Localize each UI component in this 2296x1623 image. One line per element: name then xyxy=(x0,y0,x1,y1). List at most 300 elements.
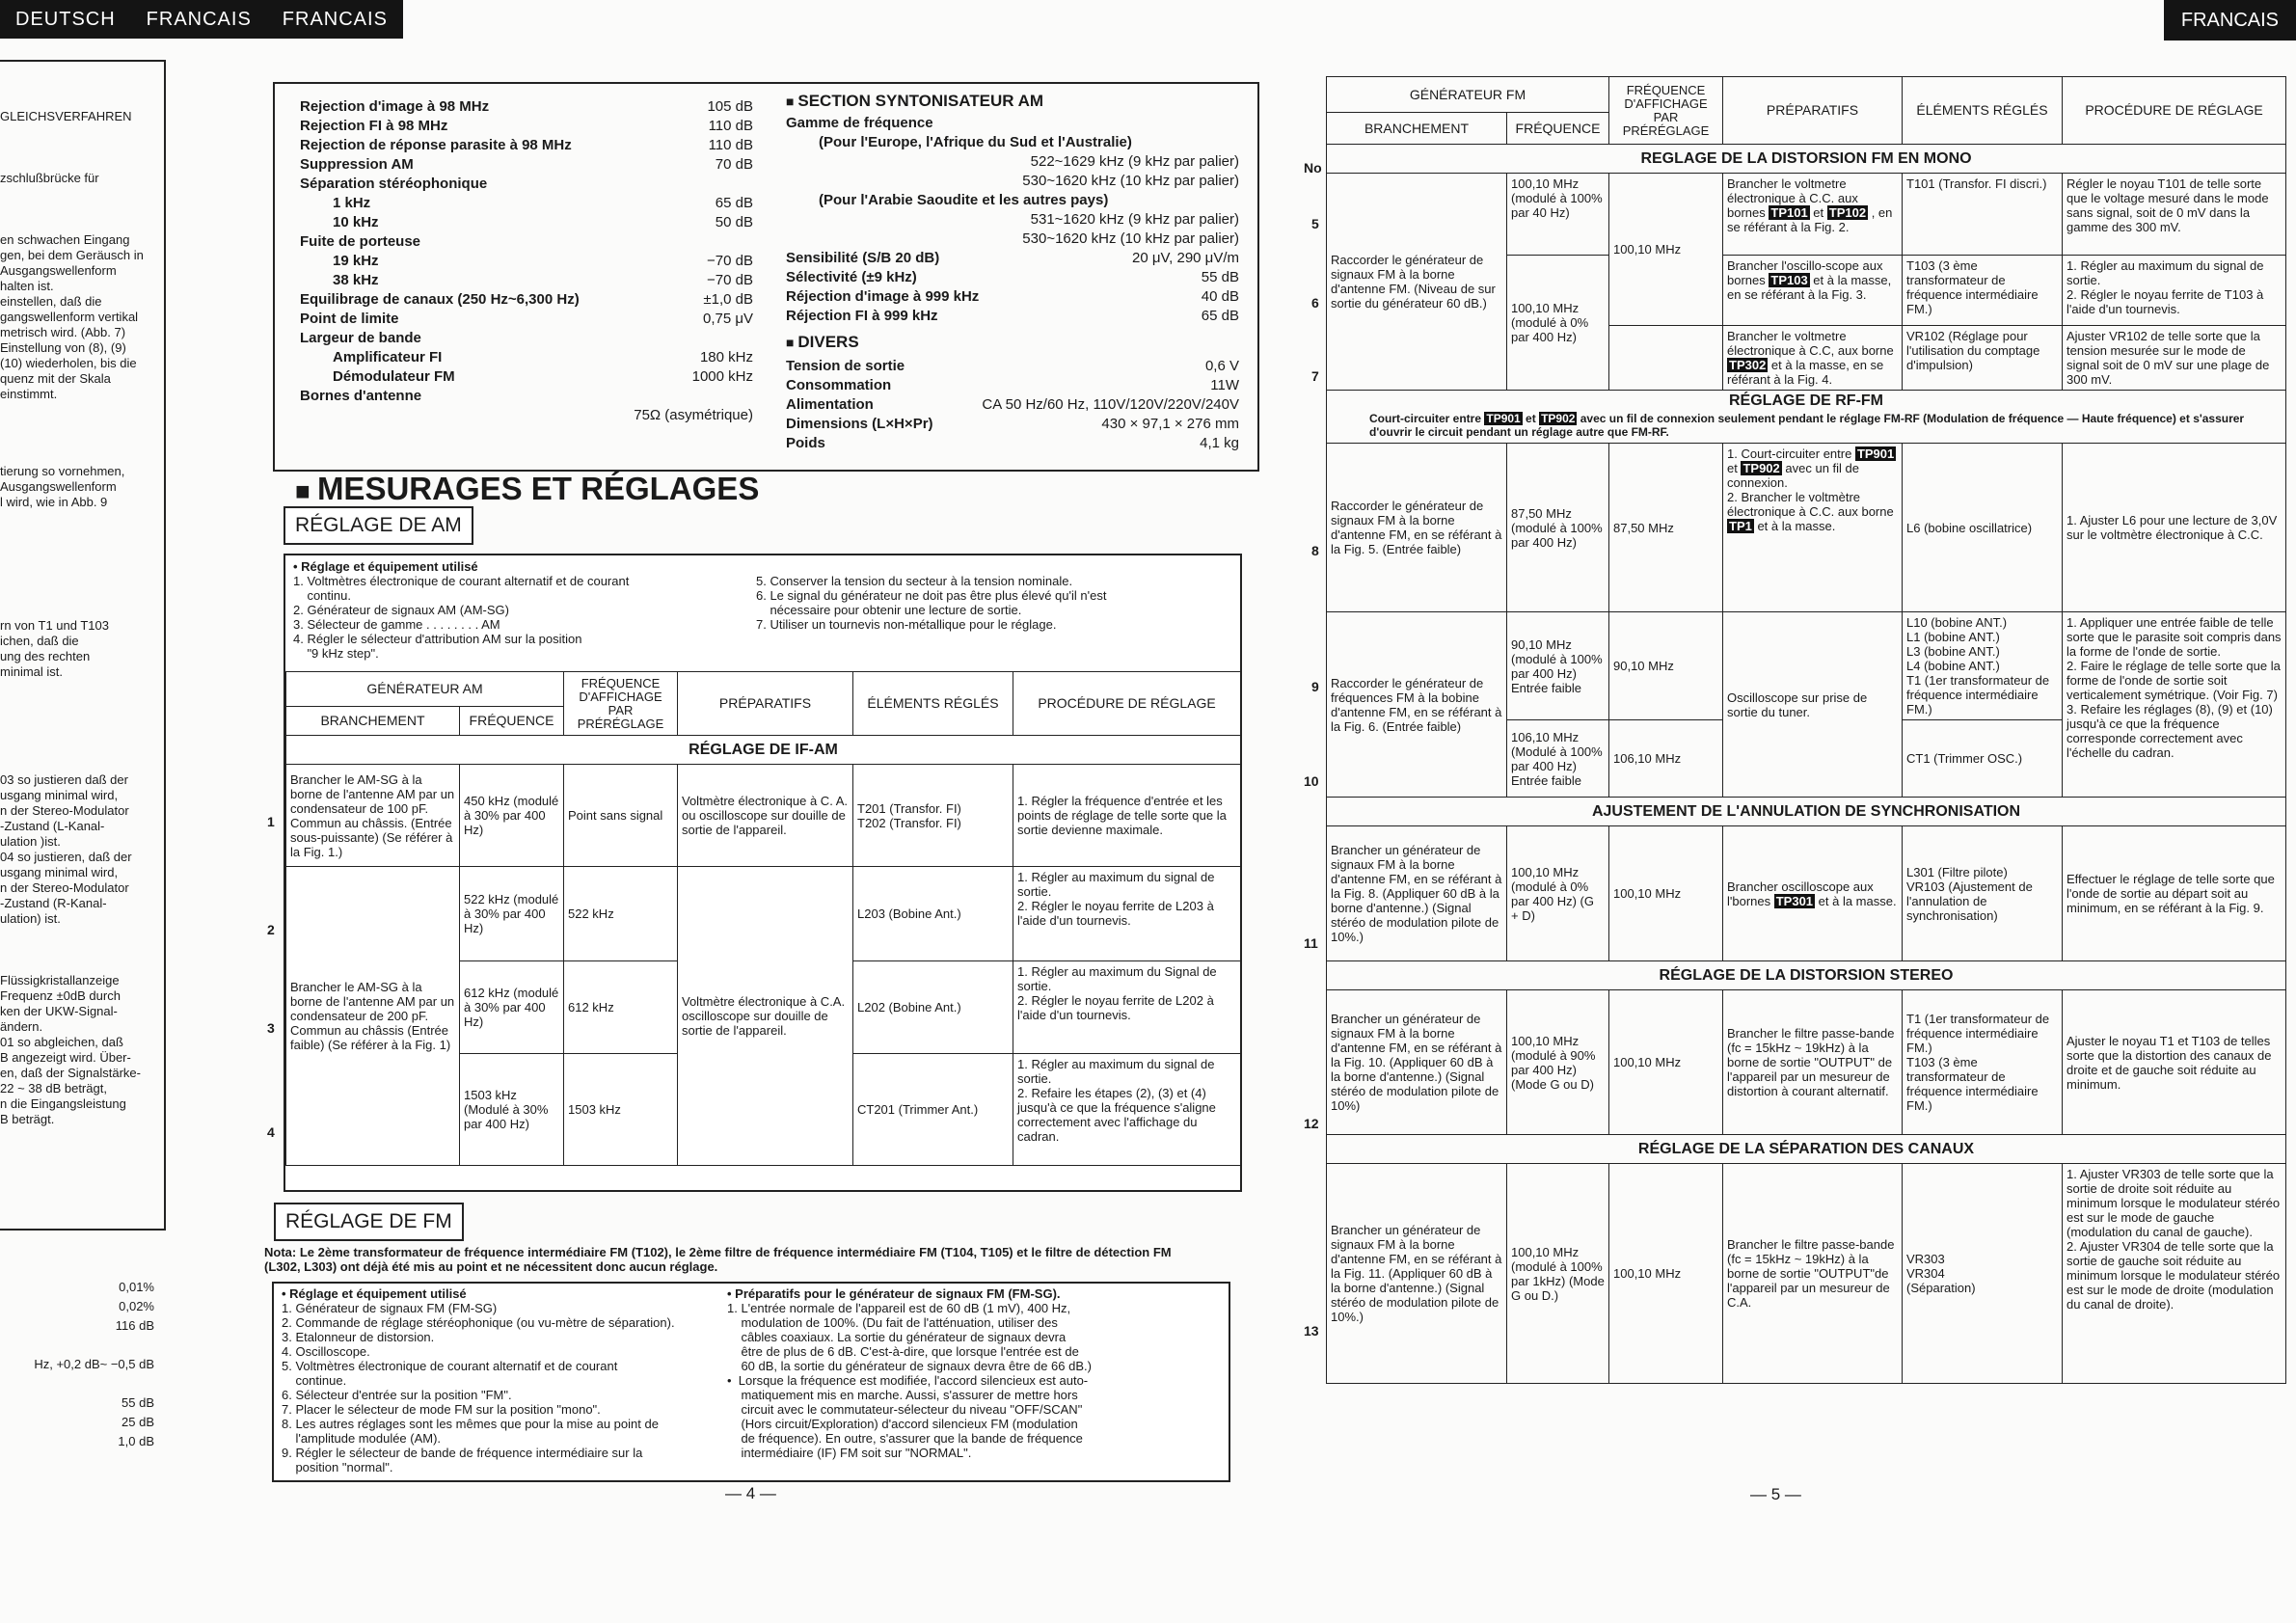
spec-label: Rejection d'image à 98 MHz xyxy=(300,98,490,115)
spec-row xyxy=(300,365,753,385)
spec-label: Largeur de bande xyxy=(300,330,421,346)
eu-range-1: 522~1629 kHz (9 kHz par palier) xyxy=(1030,153,1239,170)
spec-value: 105 dB xyxy=(707,98,753,115)
spec-row xyxy=(300,115,753,134)
am-r3-branch: Brancher le AM-SG à la borne de l'antenne AM par un condensateur de 200 pF. Commun au châssis (Entrée faible) (Se référer à la Fig. 1) xyxy=(286,867,460,1166)
am-equip-line: 5. Conserver la tension du secteur à la tension nominale. xyxy=(756,574,1073,588)
fragment-line xyxy=(0,695,160,711)
fm-r6-elem: T103 (3 ème transformateur de fréquence intermédiaire FM.) xyxy=(1903,256,2063,326)
fragment-line: einstellen, daß die xyxy=(0,294,102,309)
fm-r8-prep: 1. Court-circuiter entre TP901 et TP902 avec un fil de connexion. 2. Brancher le voltmètre électronique à C.C. aux borne TP1 et à la masse. xyxy=(1723,444,1903,612)
am-row-num-2: 2 xyxy=(267,922,275,937)
fm-r12-aff: 100,10 MHz xyxy=(1609,990,1723,1135)
gamme-label: Gamme de fréquence xyxy=(786,115,933,131)
spec-value: 110 dB xyxy=(708,118,753,134)
page-title: ■ MESURAGES ET RÉGLAGES xyxy=(295,471,760,506)
am-equip-line: nécessaire pour obtenir une lecture de sortie. xyxy=(756,603,1022,617)
fm-equip-line: 5. Voltmètres électronique de courant alternatif et de courant xyxy=(282,1359,618,1373)
spec-row xyxy=(300,308,753,327)
fragment-line: usgang minimal wird, xyxy=(0,865,119,879)
fm-equip-line: 4. Oscilloscope. xyxy=(282,1344,370,1359)
fm-r13-freq: 100,10 MHz (modulé à 100% par 1kHz) (Mode G ou D.) xyxy=(1507,1164,1609,1384)
fm-r11-proc: Effectuer le réglage de telle sorte que l'onde de sortie au départ soit au minimum, en se référant à la Fig. 9. xyxy=(2063,826,2286,961)
fm-r8-aff: 87,50 MHz xyxy=(1609,444,1723,612)
fragment-line xyxy=(0,742,160,757)
fm-r9-prep: Oscilloscope sur prise de sortie du tuner. xyxy=(1723,612,1903,798)
spec-label: Point de limite xyxy=(300,311,399,327)
spec-label: Sélectivité (±9 kHz) xyxy=(786,269,917,285)
fragment-line xyxy=(0,448,160,464)
fm-caption-stereo: RÉGLAGE DE LA DISTORSION STEREO xyxy=(1327,961,2286,990)
fm-prep-line: modulation de 100%. (Du fait de l'atténuation, utiliser des xyxy=(727,1315,1058,1330)
fm-r12-branch: Brancher un générateur de signaux FM à la borne d'antenne FM, en se référant à la Fig. 10. (Appliquer 60 dB à la borne d'antenne.) (Signal stéréo de modulation pilote de 10%) xyxy=(1327,990,1507,1135)
am-row-num-4: 4 xyxy=(267,1124,275,1140)
fragment-value: 0,02% xyxy=(119,1299,154,1313)
am-equip-line: 6. Le signal du générateur ne doit pas être plus élevé qu'il n'est xyxy=(756,588,1107,603)
fm-prep-line: (Hors circuit/Exploration) d'accord silencieux FM (modulation xyxy=(727,1417,1078,1431)
spec-row xyxy=(786,358,1239,377)
am-equip-line: continu. xyxy=(293,588,351,603)
am-r4-aff: 1503 kHz xyxy=(564,1054,678,1166)
fragment-line xyxy=(0,155,160,171)
fragment-line xyxy=(0,726,160,742)
spec-row xyxy=(786,396,1239,416)
spec-value: 0,75 μV xyxy=(702,311,753,327)
fragment-line xyxy=(0,680,160,695)
spec-label: Démodulateur FM xyxy=(333,368,455,385)
fm-r5-branch: Raccorder le générateur de signaux FM à la borne d'antenne FM. (Niveau de sur sortie du générateur 60 dB.) xyxy=(1327,174,1507,391)
fm-prep-line: intermédiaire (IF) FM soit sur "NORMAL". xyxy=(727,1446,972,1460)
spec-label: 38 kHz xyxy=(333,272,379,288)
fragment-line: ken der UKW-Signal- xyxy=(0,1004,118,1018)
fm-r7-aff-empty xyxy=(1609,326,1723,391)
eu-note: (Pour l'Europe, l'Afrique du Sud et l'Australie) xyxy=(819,134,1132,150)
fm-head-proc: PROCÉDURE DE RÉGLAGE xyxy=(2063,77,2286,145)
am-r1-branch: Brancher le AM-SG à la borne de l'antenne AM par un condensateur de 100 pF. Commun au châssis. (Entrée sous-puissante) (Se référer à la Fig. 1.) xyxy=(286,765,460,867)
fm-head-prep: PRÉPARATIFS xyxy=(1723,77,1903,145)
fm-r7-prep: Brancher le voltmetre électronique à C.C, aux borne TP302 et à la masse, en se référant à la Fig. 4. xyxy=(1723,326,1903,391)
am-r1-aff: Point sans signal xyxy=(564,765,678,867)
fm-equip-line: 3. Etalonneur de distorsion. xyxy=(282,1330,435,1344)
fm-caption-rf: RÉGLAGE DE RF-FM xyxy=(1729,392,1883,409)
sa-range-1: 531~1620 kHz (9 kHz par palier) xyxy=(1030,211,1239,228)
spec-row xyxy=(786,435,1239,454)
am-head-branch: BRANCHEMENT xyxy=(286,707,460,736)
spec-value: 70 dB xyxy=(715,156,753,173)
fm-r13-branch: Brancher un générateur de signaux FM à la borne d'antenne FM, en se référant à la Fig. 11. (Appliquer 60 dB à la borne d'antenne.) (Signal stéréo de modulation pilote de 10%.) xyxy=(1327,1164,1507,1384)
left-fragment-text xyxy=(0,109,160,1127)
fm-prep-line: 60 dB, la sortie du générateur de signaux devra être de 66 dB.) xyxy=(727,1359,1092,1373)
am-r1-proc: 1. Régler la fréquence d'entrée et les points de réglage de telle sorte que la sortie devienne maximale. xyxy=(1013,765,1241,867)
fm-prep-line: matiquement mis en marche. Aussi, s'assurer de mettre hors xyxy=(727,1388,1078,1402)
spec-row xyxy=(786,308,1239,327)
fm-equip-line: l'amplitude modulée (AM). xyxy=(282,1431,442,1446)
sa-range-2: 530~1620 kHz (10 kHz par palier) xyxy=(1022,230,1239,247)
spec-row xyxy=(786,288,1239,308)
fm-equip-line: 9. Régler le sélecteur de bande de fréquence intermédiaire sur la xyxy=(282,1446,643,1460)
fm-r8-proc: 1. Ajuster L6 pour une lecture de 3,0V sur le voltmètre électronique à C.C. xyxy=(2063,444,2286,612)
spec-value: 40 dB xyxy=(1201,288,1239,305)
am-head-proc: PROCÉDURE DE RÉGLAGE xyxy=(1013,672,1241,736)
am-equip-line: 7. Utiliser un tournevis non-métallique pour le réglage. xyxy=(756,617,1057,632)
fm-equip-line: position "normal". xyxy=(282,1460,393,1474)
am-r1-freq: 450 kHz (modulé à 30% par 400 Hz) xyxy=(460,765,564,867)
fm-r11-branch: Brancher un générateur de signaux FM à la borne d'antenne FM, en se référant à la Fig. 8. (Appliquer 60 dB à la borne d'antenne.) (Signal stéréo de modulation pilote de 10%.) xyxy=(1327,826,1507,961)
fragment-value: 116 dB xyxy=(115,1318,154,1333)
fm-adjust-table xyxy=(1326,76,2286,1384)
fragment-line: Einstellung von (8), (9) xyxy=(0,340,126,355)
am-adjust-table xyxy=(285,671,1241,1166)
spec-value: −70 dB xyxy=(707,253,753,269)
spec-value: 20 μV, 290 μV/m xyxy=(1132,250,1239,266)
am-equip-line: 3. Sélecteur de gamme . . . . . . . . AM xyxy=(293,617,500,632)
fm-r6-freq: 100,10 MHz (modulé à 0% par 400 Hz) xyxy=(1507,256,1609,391)
spec-value: CA 50 Hz/60 Hz, 110V/120V/220V/240V xyxy=(982,396,1239,413)
spec-value: 4,1 kg xyxy=(1200,435,1239,451)
divers-title: DIVERS xyxy=(797,333,859,351)
fm-r5-proc: Régler le noyau T101 de telle sorte que le voltage mesuré dans le mode sans signal, soit de 0 mV dans la gamme des 300 mV. xyxy=(2063,174,2286,256)
am-r2-freq: 522 kHz (modulé à 30% par 400 Hz) xyxy=(460,867,564,961)
fm-equip-line: 8. Les autres réglages sont les mêmes que pour la mise au point de xyxy=(282,1417,659,1431)
fragment-line xyxy=(0,418,160,433)
fm-r9-aff: 90,10 MHz xyxy=(1609,612,1723,720)
spec-value: 0,6 V xyxy=(1204,358,1239,374)
spec-label: Réjection d'image à 999 kHz xyxy=(786,288,980,305)
spec-label: Rejection FI à 98 MHz xyxy=(300,118,448,134)
am-r4-freq: 1503 kHz (Modulé à 30% par 400 Hz) xyxy=(460,1054,564,1166)
am-equip-line: "9 kHz step". xyxy=(293,646,379,661)
fragment-line xyxy=(0,510,160,526)
fm-r11-aff: 100,10 MHz xyxy=(1609,826,1723,961)
fragment-line: 03 so justieren daß der xyxy=(0,772,128,787)
fragment-line xyxy=(0,927,160,942)
fragment-line xyxy=(0,757,160,772)
fm-r5-elem: T101 (Transfor. FI discri.) xyxy=(1903,174,2063,256)
fragment-line: einstimmt. xyxy=(0,387,58,401)
fm-head-branch: BRANCHEMENT xyxy=(1327,113,1507,145)
am-r2-aff: 522 kHz xyxy=(564,867,678,961)
am-row-num-3: 3 xyxy=(267,1020,275,1036)
fragment-line: metrisch wird. (Abb. 7) xyxy=(0,325,126,339)
fm-r13-aff: 100,10 MHz xyxy=(1609,1164,1723,1384)
spec-row xyxy=(300,95,753,115)
spec-value: 75Ω (asymétrique) xyxy=(634,407,753,423)
fm-equip-line: 1. Générateur de signaux FM (FM-SG) xyxy=(282,1301,498,1315)
fragment-line xyxy=(0,587,160,603)
am-equip-line: 2. Générateur de signaux AM (AM-SG) xyxy=(293,603,509,617)
spec-row xyxy=(786,416,1239,435)
tab-francais-right[interactable]: FRANCAIS xyxy=(2164,0,2296,41)
fragment-line xyxy=(0,217,160,232)
am-adjust-box: • Réglage et équipement utilisé 1. Voltmètres électronique de courant alternatif et de courant continu. 2. Générateur de signaux AM (AM-SG) 3. Sélecteur de gamme . . . . . . . . AM 4. Régler le sélecteur d'attribution AM sur la position "9 kHz step". 5. Conserver la tension du secteur à la tension nominale. 6. Le signal du générateur ne doit pas être plus élevé qu'il n'est nécessaire pour obtenir une lecture de sortie. 7. Utiliser un tournevis non-métallique pour le réglage. GÉNÉRATEUR AM FRÉQUENCE D'AFFICHAGE PAR PRÉRÉGLAGE PRÉPARATIFS ÉLÉMENTS RÉGLÉS PROCÉDURE DE RÉGLAGE BRANCHEMENT FRÉQUENCE RÉGLAGE DE IF-AM Brancher le AM-SG à la borne de l'antenne AM par un condensateur de 100 pF. Commun au châssis. (Entrée sous-puissante) (Se référer à la Fig. 1.) 450 kHz (modulé à 30% par 400 Hz) Point sans signal Voltmètre électronique à C. A. ou oscilloscope sur douille de sortie de l'appareil. T201 (Transfor. FI) T202 (Transfor. FI) 1. Régler la fréquence d'entrée et les points de réglage de telle sorte que la sortie devienne maximale. Brancher le AM-SG à la borne de l'antenne AM par un condensateur de 200 pF. Commun au châssis (Entrée faible) (Se référer à la Fig. 1) 522 kHz (modulé à 30% par 400 Hz) 522 kHz Voltmètre électronique à C.A. oscilloscope sur douille de sortie de l'appareil. L203 (Bobine Ant.) 1. Régler au maximum du signal de sortie. 2. Régler le noyau ferrite de L203 à l'aide d'un tournevis. 612 kHz (modulé à 30% par 400 Hz) 612 kHz L202 (Bobine Ant.) 1. Régler au maximum du Signal de sortie. 2. Régler le noyau ferrite de L202 à l'aide d'un tournevis. 1503 kHz (Modulé à 30% par 400 Hz) 1503 kHz CT201 (Trimmer Ant.) 1. Régler au maximum du signal de sortie. 2. Refaire les étapes (2), (3) et (4) jusqu'à ce que la fréquence s'aligne correctement avec l'affichage du cadran. xyxy=(284,554,1242,1192)
fragment-line: zschlußbrücke für xyxy=(0,171,99,185)
fragment-line: usgang minimal wird, xyxy=(0,788,119,802)
fm-row-num-12: 12 xyxy=(1304,1116,1319,1131)
fm-caption-mono: REGLAGE DE LA DISTORSION FM EN MONO xyxy=(1327,145,2286,174)
fragment-line xyxy=(0,124,160,140)
tab-francais[interactable]: FRANCAIS xyxy=(146,9,252,30)
spec-row xyxy=(786,269,1239,288)
fm-r10-freq: 106,10 MHz (Modulé à 100% par 400 Hz) Entrée faible xyxy=(1507,720,1609,798)
fm-r12-elem: T1 (1er transformateur de fréquence intermédiaire FM.) T103 (3 ème transformateur de fréquence intermédiaire FM.) xyxy=(1903,990,2063,1135)
spec-value: ±1,0 dB xyxy=(703,291,753,308)
fragment-value xyxy=(0,1336,154,1355)
fm-r7-proc: Ajuster VR102 de telle sorte que la tension mesurée sur le mode de signal soit de 0 mV sur une plage de 300 mV. xyxy=(2063,326,2286,391)
am-equip-title: Réglage et équipement utilisé xyxy=(301,559,478,574)
fragment-line xyxy=(0,556,160,572)
fm-prep-line: de fréquence). En outre, s'assurer que la bande de fréquence xyxy=(727,1431,1083,1446)
am-r4-elem: CT201 (Trimmer Ant.) xyxy=(853,1054,1013,1166)
am-head-prep: PRÉPARATIFS xyxy=(678,672,853,736)
fm-r11-freq: 100,10 MHz (modulé à 0% par 400 Hz) (G + D) xyxy=(1507,826,1609,961)
am-row-num-1: 1 xyxy=(267,814,275,829)
fragment-line xyxy=(0,572,160,587)
spec-row xyxy=(300,288,753,308)
fragment-line xyxy=(0,958,160,973)
fragment-line: Ausgangswellenform xyxy=(0,479,117,494)
am-r1-prep: Voltmètre électronique à C. A. ou oscilloscope sur douille de sortie de l'appareil. xyxy=(678,765,853,867)
fragment-line: B beträgt. xyxy=(0,1112,55,1126)
fragment-line: gangswellenform vertikal xyxy=(0,310,139,324)
fm-r10-elem: CT1 (Trimmer OSC.) xyxy=(1903,720,2063,798)
fm-r9-branch: Raccorder le générateur de fréquences FM à la bobine d'antenne FM, en se référant à la Fig. 6. (Entrée faible) xyxy=(1327,612,1507,798)
fm-equip-line: 2. Commande de réglage stéréophonique (ou vu-mètre de séparation). xyxy=(282,1315,675,1330)
fm-r12-freq: 100,10 MHz (modulé à 90% par 400 Hz) (Mode G ou D) xyxy=(1507,990,1609,1135)
fm-head-freq: FRÉQUENCE xyxy=(1507,113,1609,145)
spec-label: Alimentation xyxy=(786,396,874,413)
am-caption: RÉGLAGE DE IF-AM xyxy=(286,736,1241,765)
language-tabs xyxy=(0,0,403,39)
fragment-value xyxy=(0,1374,154,1393)
fm-r12-proc: Ajuster le noyau T1 et T103 de telles sorte que la distortion des canaux de droite et de gauche soit réduite au minimum. xyxy=(2063,990,2286,1135)
fragment-line: B angezeigt wird. Über- xyxy=(0,1050,131,1065)
spec-value: −70 dB xyxy=(707,272,753,288)
fragment-line: n der Stereo-Modulator xyxy=(0,880,129,895)
sa-note: (Pour l'Arabie Saoudite et les autres pays) xyxy=(819,192,1109,208)
fm-row-num-10: 10 xyxy=(1304,773,1319,789)
fragment-line: 22 ~ 38 dB beträgt, xyxy=(0,1081,107,1096)
spec-row xyxy=(786,250,1239,269)
am-r3-prep: Voltmètre électronique à C.A. oscilloscope sur douille de sortie de l'appareil. xyxy=(678,867,853,1166)
spec-row xyxy=(300,385,753,404)
fm-equip-line: continue. xyxy=(282,1373,347,1388)
am-r2-proc: 1. Régler au maximum du signal de sortie. 2. Régler le noyau ferrite de L203 à l'aide d'un tournevis. xyxy=(1013,867,1241,961)
spec-label: Consommation xyxy=(786,377,892,393)
fragment-line: en schwachen Eingang xyxy=(0,232,130,247)
fragment-line: l wird, wie in Abb. 9 xyxy=(0,495,108,509)
fm-r9-proc: 1. Appliquer une entrée faible de telle sorte que le parasite soit compris dans la forme de l'onde de sortie. 2. Faire le réglage de telle sorte que la forme de l'onde de sortie soit verticalement symétrique. (Voir Fig. 7) 3. Refaire les réglages (8), (9) et (10) jusqu'à ce que la fréquence corresponde correctement avec l'échelle du cadran. xyxy=(2063,612,2286,798)
fragment-value: Hz, +0,2 dB~ −0,5 dB xyxy=(34,1357,154,1371)
fm-row-num-6: 6 xyxy=(1311,295,1319,311)
spec-label: Suppression AM xyxy=(300,156,414,173)
spec-row xyxy=(300,134,753,153)
specifications-box xyxy=(273,82,1259,472)
fragment-line xyxy=(0,140,160,155)
fm-r5-aff: 100,10 MHz xyxy=(1609,174,1723,326)
spec-value: 110 dB xyxy=(708,137,753,153)
spec-label: 10 kHz xyxy=(333,214,379,230)
fm-r12-prep: Brancher le filtre passe-bande (fc = 15kHz ~ 19kHz) à la borne de sortie "OUTPUT" de l'appareil par un mesureur de distortion à courant alternatif. xyxy=(1723,990,1903,1135)
specs-right: ■ SECTION SYNTONISATEUR AM Gamme de fréquence (Pour l'Europe, l'Afrique du Sud et l'Australie) 522~1629 kHz (9 kHz par palier) 530~1620 kHz (10 kHz par palier) (Pour l'Arabie Saoudite et les autres pays) 531~1620 kHz (9 kHz par palier) 530~1620 kHz (10 kHz par palier) Sensibilité (S/B 20 dB) 20 μV, 290 μV/m Sélectivité (±9 kHz) 55 dB Réjection d'image à 999 kHz 40 dB Réjection FI à 999 kHz 65 dB ■ DIVERS Tension de sortie 0,6 V Consommation 11W Alimentation CA 50 Hz/60 Hz, 110V/120V/220V/240V Dimensions (L×H×Pr) 430 × 97,1 × 276 mm Poids 4,1 kg xyxy=(786,92,1239,454)
fm-prep-title: Préparatifs pour le générateur de signaux FM (FM-SG). xyxy=(735,1286,1061,1301)
spec-row xyxy=(300,404,753,423)
spec-label: Amplificateur FI xyxy=(333,349,443,365)
fm-head-aff: FRÉQUENCE D'AFFICHAGE PAR PRÉRÉGLAGE xyxy=(1609,77,1723,145)
spec-label: Bornes d'antenne xyxy=(300,388,422,404)
spec-row xyxy=(300,153,753,173)
am-head-aff: FRÉQUENCE D'AFFICHAGE PAR PRÉRÉGLAGE xyxy=(564,672,678,736)
fm-r9-elem: L10 (bobine ANT.) L1 (bobine ANT.) L3 (bobine ANT.) L4 (bobine ANT.) T1 (1er transformateur de fréquence intermédiaire FM.) xyxy=(1903,612,2063,720)
fm-r8-elem: L6 (bobine oscillatrice) xyxy=(1903,444,2063,612)
fragment-value: 55 dB xyxy=(122,1395,154,1410)
fm-r9-freq: 90,10 MHz (modulé à 100% par 400 Hz) Entrée faible xyxy=(1507,612,1609,720)
tab-deutsch[interactable]: DEUTSCH xyxy=(15,9,116,30)
fragment-line: Ausgangswellenform xyxy=(0,263,117,278)
spec-label: Dimensions (L×H×Pr) xyxy=(786,416,933,432)
spec-label: Réjection FI à 999 kHz xyxy=(786,308,938,324)
am-r3-aff: 612 kHz xyxy=(564,961,678,1054)
am-r3-elem: L202 (Bobine Ant.) xyxy=(853,961,1013,1054)
fm-r5-freq: 100,10 MHz (modulé à 100% par 40 Hz) xyxy=(1507,174,1609,256)
fragment-line: -Zustand (R-Kanal- xyxy=(0,896,107,910)
spec-row xyxy=(300,269,753,288)
fragment-line xyxy=(0,402,160,418)
fm-equip-box: • Réglage et équipement utilisé 1. Générateur de signaux FM (FM-SG) 2. Commande de réglage stéréophonique (ou vu-mètre de séparation). 3. Etalonneur de distorsion. 4. Oscilloscope. 5. Voltmètres électronique de courant alternatif et de courant continue. 6. Sélecteur d'entrée sur la position "FM". 7. Placer le sélecteur de mode FM sur la position "mono". 8. Les autres réglages sont les mêmes que pour la mise au point de l'amplitude modulée (AM). 9. Régler le sélecteur de bande de fréquence intermédiaire sur la position "normal". • Préparatifs pour le générateur de signaux FM (FM-SG). 1. L'entrée normale de l'appareil est de 60 dB (1 mV), 400 Hz, modulation de 100%. (Du fait de l'atténuation, utiliser des câbles coaxiaux. La sortie du générateur de signaux devra être de plus de 6 dB. C'est-à-dire, que lorsque l'entrée est de 60 dB, la sortie du générateur de signaux devra être de 66 dB.) • Lorsque la fréquence est modifiée, l'accord silencieux est auto- matiquement mis en marche. Aussi, s'assurer de mettre hors circuit avec le commutateur-sélecteur du niveau "OFF/SCAN" (Hors circuit/Exploration) d'accord silencieux FM (modulation de fréquence). En outre, s'assurer que la bande de fréquence intermédiaire (IF) FM soit sur "NORMAL". xyxy=(272,1282,1230,1482)
fragment-line: ändern. xyxy=(0,1019,43,1034)
fm-r5-prep: Brancher le voltmetre électronique à C.C. aux bornes TP101 et TP102 , en se référant à la Fig. 2. xyxy=(1723,174,1903,256)
fragment-line xyxy=(0,942,160,958)
am-r1-elem: T201 (Transfor. FI) T202 (Transfor. FI) xyxy=(853,765,1013,867)
fm-nota: Nota: Le 2ème transformateur de fréquence intermédiaire FM (T102), le 2ème filtre de fréquence intermédiaire FM (T104, T105) et le filtre de détection FM (L302, L303) ont déjà été mis au point et ne nécessitent donc aucun réglage. xyxy=(264,1245,1172,1274)
fm-row-num-8: 8 xyxy=(1311,543,1319,558)
fragment-line: minimal ist. xyxy=(0,664,64,679)
fm-row-num-9: 9 xyxy=(1311,679,1319,694)
spec-row xyxy=(300,230,753,250)
spec-value: 11W xyxy=(1210,377,1239,393)
fm-rf-note: Court-circuiter entre TP901 et TP902 avec un fil de connexion seulement pendant le réglage FM-RF (Modulation de fréquence — Haute fréquence) et s'assurer d'ouvrir le circuit pendant un réglage autre que FM-RF. xyxy=(1369,412,2245,439)
left-fragment-values xyxy=(0,1278,154,1451)
fragment-line: n der Stereo-Modulator xyxy=(0,803,129,818)
am-head-elem: ÉLÉMENTS RÉGLÉS xyxy=(853,672,1013,736)
spec-label: Tension de sortie xyxy=(786,358,905,374)
fragment-line: halten ist. xyxy=(0,279,54,293)
fm-prep-line: 1. L'entrée normale de l'appareil est de 60 dB (1 mV), 400 Hz, xyxy=(727,1301,1071,1315)
fragment-line: ulation) ist. xyxy=(0,911,61,926)
page-number-right: — 5 — xyxy=(1750,1485,1801,1503)
fragment-line xyxy=(0,603,160,618)
fm-r6-proc: 1. Régler au maximum du signal de sortie. 2. Régler le noyau ferrite de T103 à l'aide d'un tournevis. xyxy=(2063,256,2286,326)
spec-row xyxy=(300,211,753,230)
fragment-line: 01 so abgleichen, daß xyxy=(0,1035,123,1049)
fm-r10-aff: 106,10 MHz xyxy=(1609,720,1723,798)
spec-label: Sensibilité (S/B 20 dB) xyxy=(786,250,940,266)
page-number-left: — 4 — xyxy=(725,1484,776,1502)
fragment-value: 1,0 dB xyxy=(118,1434,154,1448)
fragment-line: n die Eingangsleistung xyxy=(0,1096,126,1111)
spec-row xyxy=(300,192,753,211)
fm-prep-line: circuit avec le commutateur-sélecteur du niveau "OFF/SCAN" xyxy=(727,1402,1083,1417)
am-section-label: RÉGLAGE DE AM xyxy=(284,506,473,545)
spec-row xyxy=(300,346,753,365)
fm-rf-caption-cell xyxy=(1327,391,2286,444)
fm-caption-sep: RÉGLAGE DE LA SÉPARATION DES CANAUX xyxy=(1327,1135,2286,1164)
fm-equip-title: Réglage et équipement utilisé xyxy=(289,1286,467,1301)
spec-row xyxy=(300,250,753,269)
fm-row-num-5: 5 xyxy=(1311,216,1319,231)
am-head-gen: GÉNÉRATEUR AM xyxy=(286,672,564,707)
fragment-line: 04 so justieren, daß der xyxy=(0,850,132,864)
spec-value: 50 dB xyxy=(715,214,753,230)
spec-value: 430 × 97,1 × 276 mm xyxy=(1101,416,1239,432)
fragment-line: GLEICHSVERFAHREN xyxy=(0,109,132,123)
fm-r7-elem: VR102 (Réglage pour l'utilisation du comptage d'impulsion) xyxy=(1903,326,2063,391)
am-r2-elem: L203 (Bobine Ant.) xyxy=(853,867,1013,961)
spec-value: 180 kHz xyxy=(699,349,753,365)
fm-head-gen: GÉNÉRATEUR FM xyxy=(1327,77,1609,113)
spec-label: Rejection de réponse parasite à 98 MHz xyxy=(300,137,572,153)
fragment-line: gen, bei dem Geräusch in xyxy=(0,248,144,262)
fm-r8-branch: Raccorder le générateur de signaux FM à la borne d'antenne FM, en se référant à la Fig. 5. (Entrée faible) xyxy=(1327,444,1507,612)
spec-label: Poids xyxy=(786,435,825,451)
am-equip-line: 4. Régler le sélecteur d'attribution AM sur la position xyxy=(293,632,582,646)
fm-prep-line: être de plus de 6 dB. C'est-à-dire, que lorsque l'entrée est de xyxy=(727,1344,1079,1359)
spec-label: Fuite de porteuse xyxy=(300,233,421,250)
fm-prep-line: • Lorsque la fréquence est modifiée, l'accord silencieux est auto- xyxy=(727,1373,1089,1388)
fm-equip-line: 6. Sélecteur d'entrée sur la position "FM". xyxy=(282,1388,512,1402)
fragment-line: (10) wiederholen, bis die xyxy=(0,356,137,370)
spec-row xyxy=(300,327,753,346)
tab-francais-2[interactable]: FRANCAIS xyxy=(282,9,388,30)
spec-label: Séparation stéréophonique xyxy=(300,176,488,192)
eu-range-2: 530~1620 kHz (10 kHz par palier) xyxy=(1022,173,1239,189)
fm-section-label: RÉGLAGE DE FM xyxy=(274,1203,464,1241)
am-equip-line: 1. Voltmètres électronique de courant alternatif et de courant xyxy=(293,574,630,588)
fm-r8-freq: 87,50 MHz (modulé à 100% par 400 Hz) xyxy=(1507,444,1609,612)
am-r3-proc: 1. Régler au maximum du Signal de sortie. 2. Régler le noyau ferrite de L202 à l'aide d'un tournevis. xyxy=(1013,961,1241,1054)
fm-prep-line: câbles coaxiaux. La sortie du générateur de signaux devra xyxy=(727,1330,1067,1344)
fragment-line: -Zustand (L-Kanal- xyxy=(0,819,105,833)
spec-value: 55 dB xyxy=(1201,269,1239,285)
fragment-line: rn von T1 und T103 xyxy=(0,618,109,633)
fragment-line: quenz mit der Skala xyxy=(0,371,111,386)
fragment-line: ulation )ist. xyxy=(0,834,61,849)
fm-r13-proc: 1. Ajuster VR303 de telle sorte que la sortie de droite soit réduite au minimum lorsque le modulateur stéréo est sur le mode de gauche (modulation du canal de gauche). 2. Ajuster VR304 de telle sorte que la sortie de gauche soit réduite au minimum lorsque le modulateur stéréo est sur le mode de droite (modulation du canal de droite). xyxy=(2063,1164,2286,1384)
no-label: No xyxy=(1304,160,1322,176)
fragment-line xyxy=(0,202,160,217)
fragment-line: Flüssigkristallanzeige xyxy=(0,973,120,987)
am-r4-proc: 1. Régler au maximum du signal de sortie. 2. Refaire les étapes (2), (3) et (4) jusqu'à ce que la fréquence s'aligne correctement avec l'affichage du cadran. xyxy=(1013,1054,1241,1166)
fm-row-num-13: 13 xyxy=(1304,1323,1319,1339)
fragment-line: en, daß der Signalstärke- xyxy=(0,1066,141,1080)
fm-head-elem: ÉLÉMENTS RÉGLÉS xyxy=(1903,77,2063,145)
am-tuner-title: SECTION SYNTONISATEUR AM xyxy=(797,92,1044,110)
spec-value: 65 dB xyxy=(715,195,753,211)
fm-row-num-7: 7 xyxy=(1311,368,1319,384)
spec-label: 1 kHz xyxy=(333,195,371,211)
fragment-value: 0,01% xyxy=(119,1280,154,1294)
fm-r13-elem: VR303 VR304 (Séparation) xyxy=(1903,1164,2063,1384)
fragment-line xyxy=(0,711,160,726)
am-head-freq: FRÉQUENCE xyxy=(460,707,564,736)
fragment-line xyxy=(0,186,160,202)
fragment-line: ichen, daß die xyxy=(0,634,79,648)
specs-left xyxy=(300,95,753,423)
am-r3-freq: 612 kHz (modulé à 30% par 400 Hz) xyxy=(460,961,564,1054)
fm-equip-line: 7. Placer le sélecteur de mode FM sur la position "mono". xyxy=(282,1402,601,1417)
fragment-value: 25 dB xyxy=(122,1415,154,1429)
spec-row xyxy=(300,173,753,192)
spec-value: 65 dB xyxy=(1201,308,1239,324)
